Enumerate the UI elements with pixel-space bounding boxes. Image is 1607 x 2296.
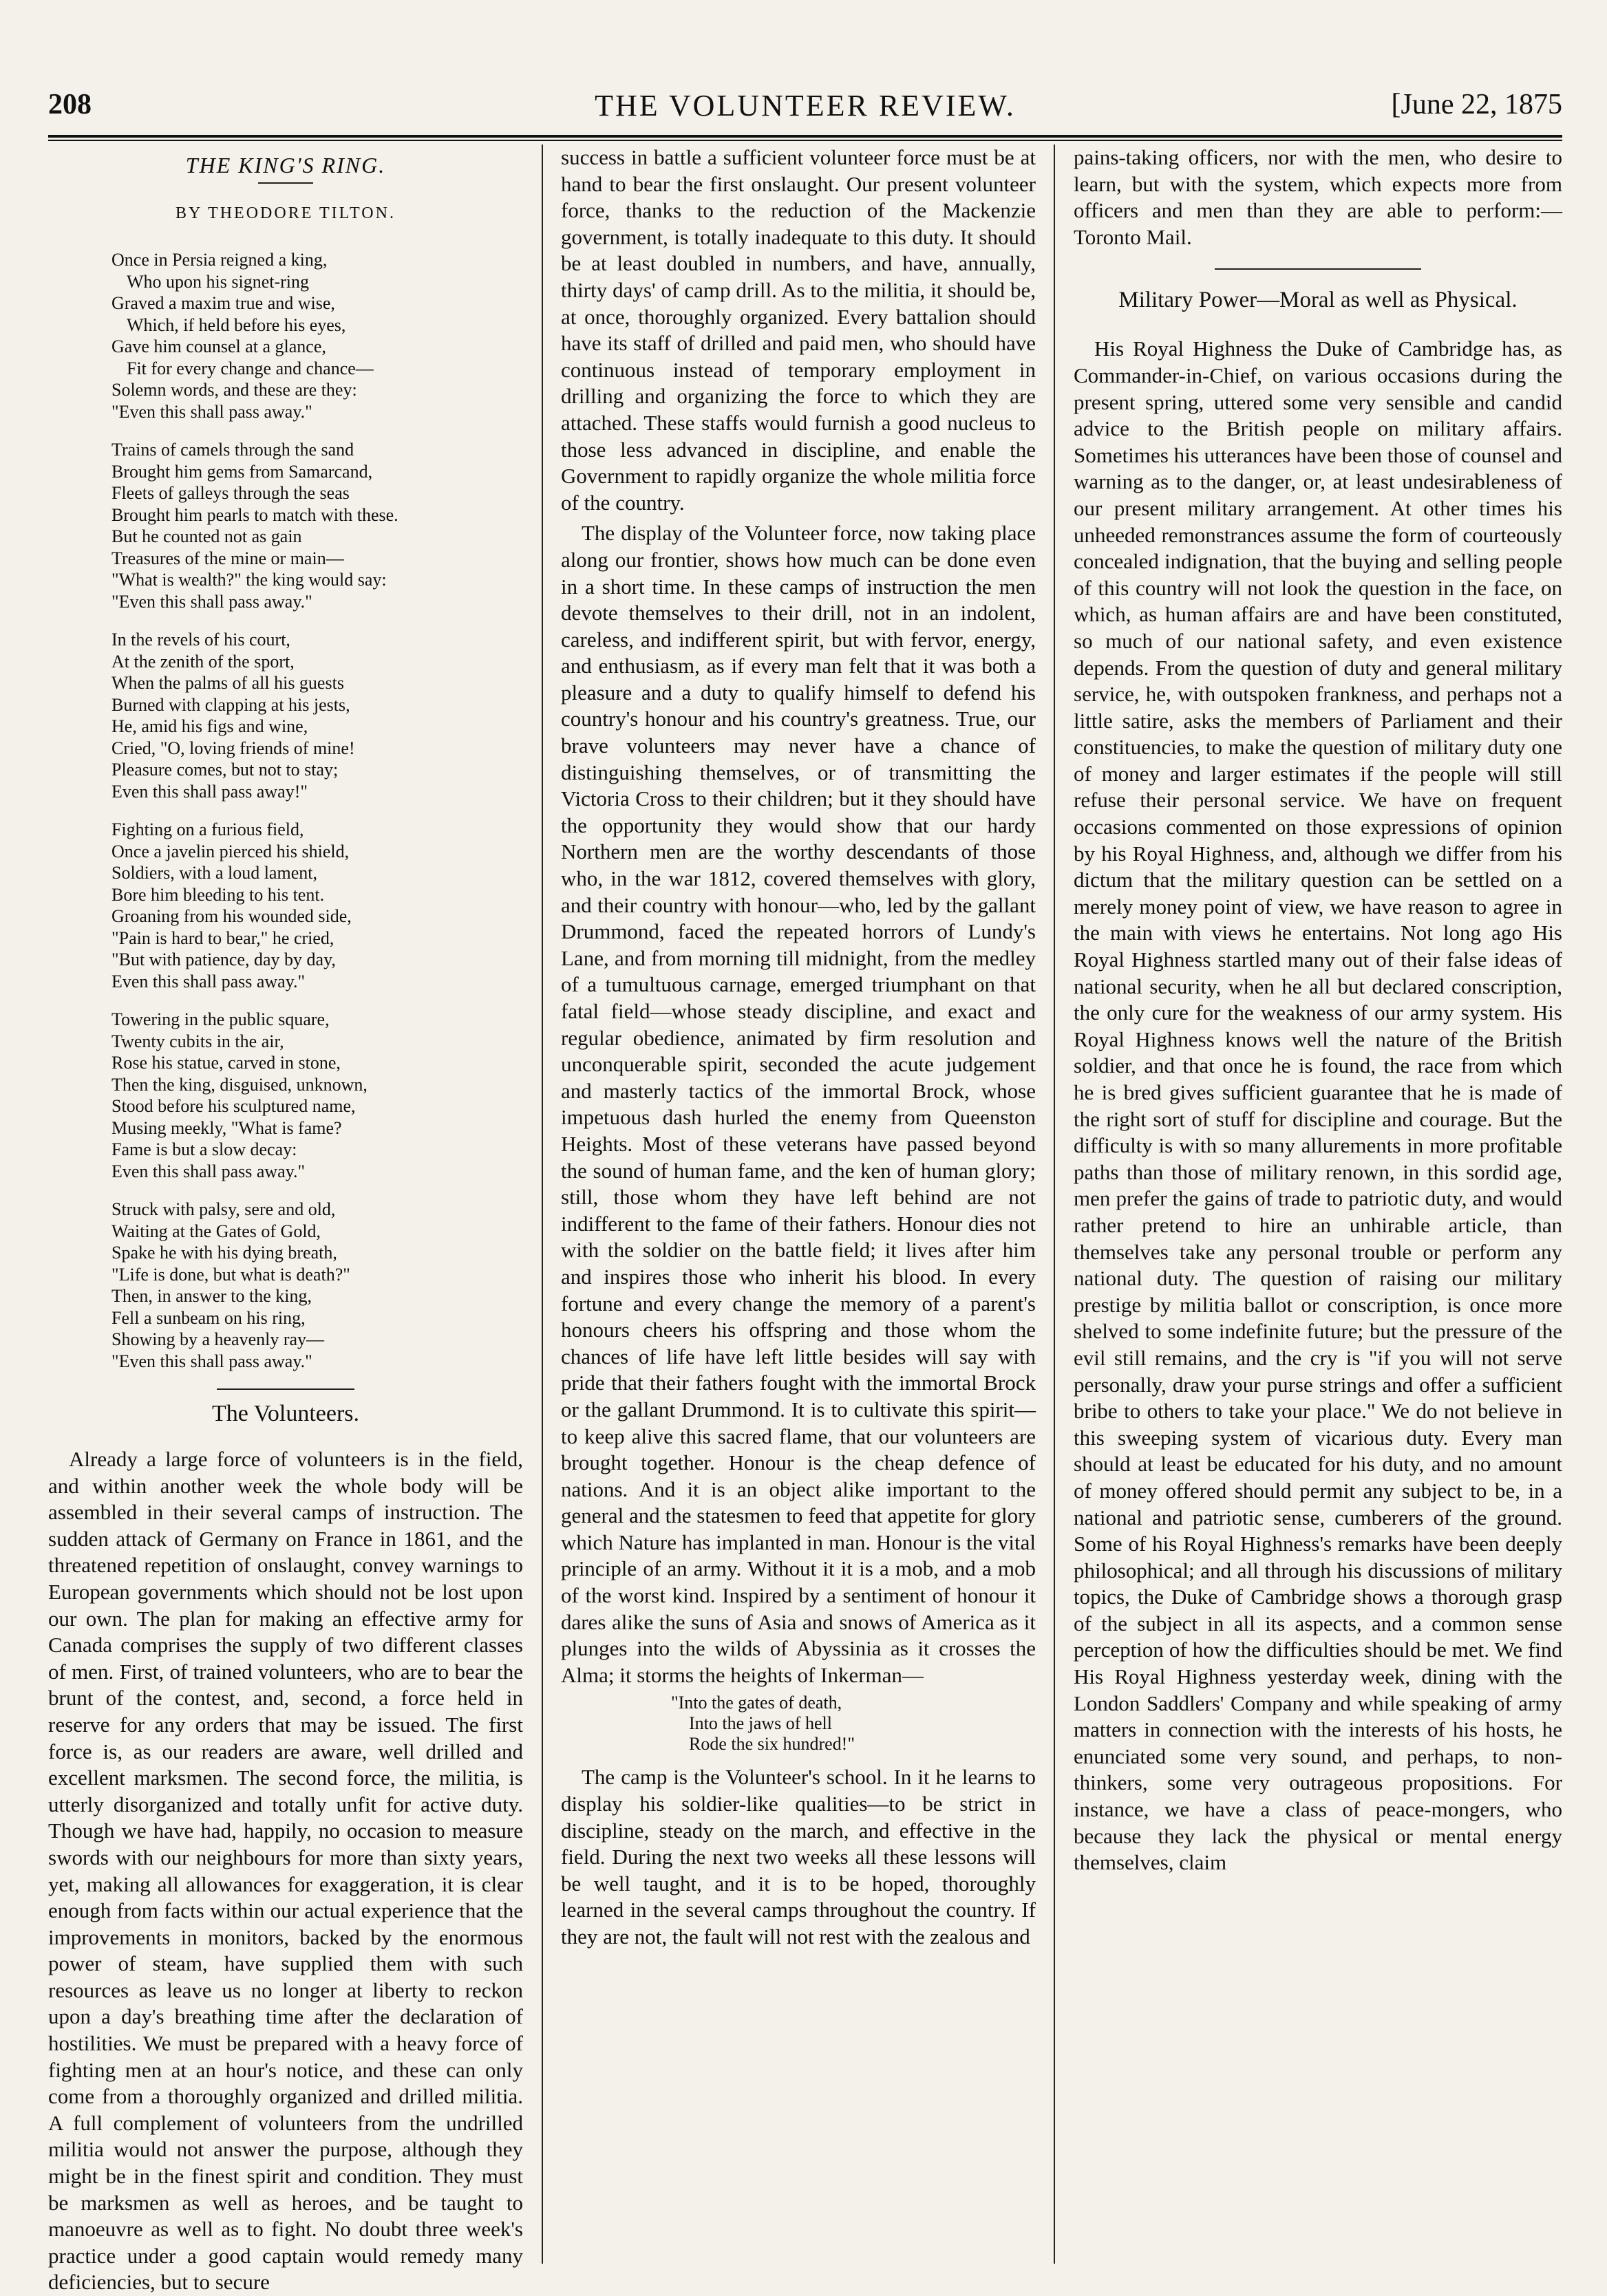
issue-date: [June 22, 1875 [1391, 89, 1562, 120]
poem-stanza: Fighting on a furious field, Once a javelin pierced his shield, Soldiers, with a loud lament, Bore him bleeding to his tent. Groaning from his wounded side, "Pain is hard to bear," he cried, "But with patience, day by day, Even this shall pass away." [111, 819, 352, 991]
poem-author: BY THEODORE TILTON. [175, 204, 396, 222]
article-paragraph: pains-taking officers, nor with the men, who desire to learn, but with the system, which expects more from officers and men than they are able to perform:—Toronto Mail. [1074, 145, 1562, 249]
title-rule [258, 182, 313, 184]
poem-stanza: Trains of camels through the sand Brought him gems from Samarcand, Fleets of galleys through the seas Brought him pearls to match with these. But he counted not as gain Treasures of the mine or main— "What is wealth?" the king would say: "Even this shall pass away." [111, 440, 398, 612]
newspaper-page [48, 0, 1562, 2295]
section-separator [1215, 268, 1421, 270]
poem-stanza: Once in Persia reigned a king, Who upon his signet-ring Graved a maxim true and wise, Which, if held before his eyes, Gave him counsel at a glance, Fit for every change and chance— Solemn words, and these are they: "Even this shall pass away." [111, 250, 374, 422]
article-title: Military Power—Moral as well as Physical. [1118, 288, 1518, 313]
column-2 [561, 144, 1036, 2264]
section-separator [217, 1388, 354, 1390]
poem-stanza: In the revels of his court, At the zenith of the sport, When the palms of all his guests Burned with clapping at his jests, He, amid his figs and wine, Cried, "O, loving friends of mine! Pleasure comes, but not to stay; Even this shall pass away!" [111, 630, 355, 802]
poem-title: THE KING'S RING. [185, 153, 386, 178]
column-divider [542, 144, 543, 2264]
column-1 [48, 144, 523, 2295]
article-paragraph: Already a large force of volunteers is in the field, and within another week the whole body will be assembled in their several camps of instruction. The sudden attack of Germany on France in 1861, and the threatened repetition of onslaught, convey warnings to European governments which should not be lost upon our own. The plan for making an effective army for Canada comprises the supply of two different classes of men. First, of trained volunteers, who are to bear the brunt of the contest, and, second, a force held in reserve for any orders that may be issued. The first force is, as our readers are aware, well drilled and excellent marksmen. The second force, the militia, is utterly disorganized and totally unfit for active duty. Though we have had, happily, no occasion to measure swords with our neighbours for more than sixty years, yet, making all allowances for exaggeration, it is clear enough from facts within our actual experience that the improvements in monitors, backed by the enormous power of steam, have supplied them with such resources as leave us no longer at liberty to reckon upon a day's breathing time after the declaration of hostilities. We must be prepared with a heavy force of fighting men at an hour's notice, and these can only come from a thoroughly organized and drilled militia. A full complement of volunteers from the undrilled militia would not answer the purpose, although they might be in the finest spirit and condition. They must be marksmen as well as heroes, and be taught to manoeuvre as well as to fight. No doubt three week's practice under a good captain would remedy many deficiencies, but to secure [48, 1447, 523, 2295]
masthead-title: THE VOLUNTEER REVIEW. [595, 89, 1016, 122]
article-paragraph: His Royal Highness the Duke of Cambridge has, as Commander-in-Chief, on various occasions during the present spring, uttered some very sensible and candid advice to the British people on military affairs. Sometimes his utterances have been those of counsel and warning as to the danger, or, at least undesirableness of our present military arrangement. At other times his unheeded remonstrances assume the form of courteously concealed indignation, that the buying and selling people of this country will not look the question in the face, on which, as human affairs are and have been constituted, so much of our national safety, and even existence depends. From the question of duty and general military service, he, with outspoken frankness, and perhaps not a little satire, asks the members of Parliament and their constituencies, to make the question of military duty one of money and larger estimates if the people will still refuse their personal service. We have on frequent occasions commented on those expressions of opinion by his Royal Highness, and, although we differ from his dictum that the military question can be settled on a merely money point of view, we have reason to agree in the main with views he entertains. Not long ago His Royal Highness startled many out of their false ideas of national security, when he all but declared conscription, the only cure for the weakness of our army system. His Royal Highness knows well the nature of the British soldier, and that once he is found, the race from which he is bred gives sufficient guarantee that he is made of the right sort of stuff for discipline and courage. But the difficulty is with so many allurements in more profitable paths than those of military renown, in this sordid age, men prefer the gains of trade to patriotic duty, and would rather pretend to hire an unhirable article, than themselves take any personal trouble or perform any national duty. The question of raising our military prestige by militia ballot or conscription, is once more shelved to some indefinite future; but the pressure of the evil still remains, and the cry is "if you will not serve personally, draw your purse strings and offer a sufficient bribe to others to take your place." We do not believe in this sweeping system of vicarious duty. Every man should at least be educated for his duty, and no amount of money offered should permit any subject to be, in a national and patriotic sense, cumberers of the ground. Some of his Royal Highness's remarks have been deeply philosophical; and all through his discussions of military topics, the Duke of Cambridge shows a thorough grasp of the subject in all its aspects, and a common sense perception of how the difficulties should be met. We find His Royal Highness yesterday week, dining with the London Saddlers' Company and while speaking of army matters in connection with the interests of his hosts, he enunciated some very sound, and perhaps, to non-thinkers, some very outrageous propositions. For instance, we have a class of peace-mongers, who because they lack the physical or mental energy themselves, claim [1074, 336, 1562, 1875]
verse-quote: "Into the gates of death, Into the jaws of hell Rode the six hundred!" [671, 1693, 855, 1755]
article-title: The Volunteers. [211, 1401, 360, 1426]
article-paragraph: The display of the Volunteer force, now taking place along our frontier, shows how much can be done even in a short time. In these camps of instruction the men devote themselves to their drill, not in an indolent, careless, and indifferent spirit, but with fervor, energy, and enthusiasm, as if every man felt that it was both a pleasure and a duty to qualify himself to defend his country's honour and his country's greatness. True, our brave volunteers may never have a chance of distinguishing themselves, or of transmitting the Victoria Cross to their children; but it they should have the opportunity they would show that our hardy Northern men are the worthy descendants of those who, in the war 1812, covered themselves with glory, and their country with honour—who, led by the gallant Drummond, faced the repeated horrors of Lundy's Lane, and from morning till midnight, from the medley of a tumultuous carnage, emerged triumphant on that fatal field—whose steady discipline, and exact and regular obedience, animated by firm resolution and unconquerable spirit, seconded the acute judgement and masterly tactics of the immortal Brock, whose impetuous dash hurled the enemy from Queenston Heights. Most of these veterans have passed beyond the sound of human fame, and the ken of human glory; still, those whom they have left behind are not indifferent to the fame of their fathers. Honour dies not with the soldier on the battle field; it lives after him and inspires those who inherit his blood. In every fortune and every change the memory of a parent's honours cheers his offspring and those whom the chances of life have left little besides will say with pride that their fathers fought with the immortal Brock or the gallant Drummond. It is to cultivate this spirit—to keep alive this sacred flame, that our volunteers are brought together. Honour is the cheap defence of nations. And it is an object alike important to the general and the statesmen to feed that appetite for glory which Nature has implanted in man. Honour is the vital principle of an army. Without it it is a mob, and a mob of the worst kind. Inspired by a sentiment of honour it dares alike the suns of Asia and snows of America as it plunges into the wilds of Abyssinia as it crosses the Alma; it storms the heights of Inkerman— [561, 521, 1036, 1687]
header-rule-thin [48, 140, 1562, 141]
column-3 [1074, 144, 1562, 2264]
header-rule-thick [48, 135, 1562, 138]
article-paragraph: The camp is the Volunteer's school. In it he learns to display his soldier-like qualities—to be strict in discipline, steady on the march, and effective in the field. During the next two weeks all these lessons will be well taught, and it is to be hoped, thoroughly learned in the several camps throughout the country. If they are not, the fault will not rest with the zealous and [561, 1765, 1036, 1949]
poem-stanza: Towering in the public square, Twenty cubits in the air, Rose his statue, carved in stone, Then the king, disguised, unknown, Stood before his sculptured name, Musing meekly, "What is fame? Fame is but a slow decay: Even this shall pass away." [111, 1009, 368, 1181]
article-paragraph: success in battle a sufficient volunteer force must be at hand to bear the first onslaught. Our present volunteer force, thanks to the reduction of the Mackenzie government, is totally inadequate to this duty. It should be at least doubled in numbers, and have, annually, thirty days' of camp drill. As to the militia, it should be, at once, thoroughly organized. Every battalion should have its staff of drilled and paid men, who should have continuous instead of temporary employment in drilling and organizing the force to which they are attached. These staffs would furnish a good nucleus to those less advanced in discipline, and enable the Government to rapidly organize the whole militia force of the country. [561, 145, 1036, 515]
column-divider [1054, 144, 1055, 2264]
poem-stanza: Struck with palsy, sere and old, Waiting at the Gates of Gold, Spake he with his dying breath, "Life is done, but what is death?" Then, in answer to the king, Fell a sunbeam on his ring, Showing by a heavenly ray— "Even this shall pass away." [111, 1199, 350, 1371]
page-number: 208 [48, 89, 92, 120]
